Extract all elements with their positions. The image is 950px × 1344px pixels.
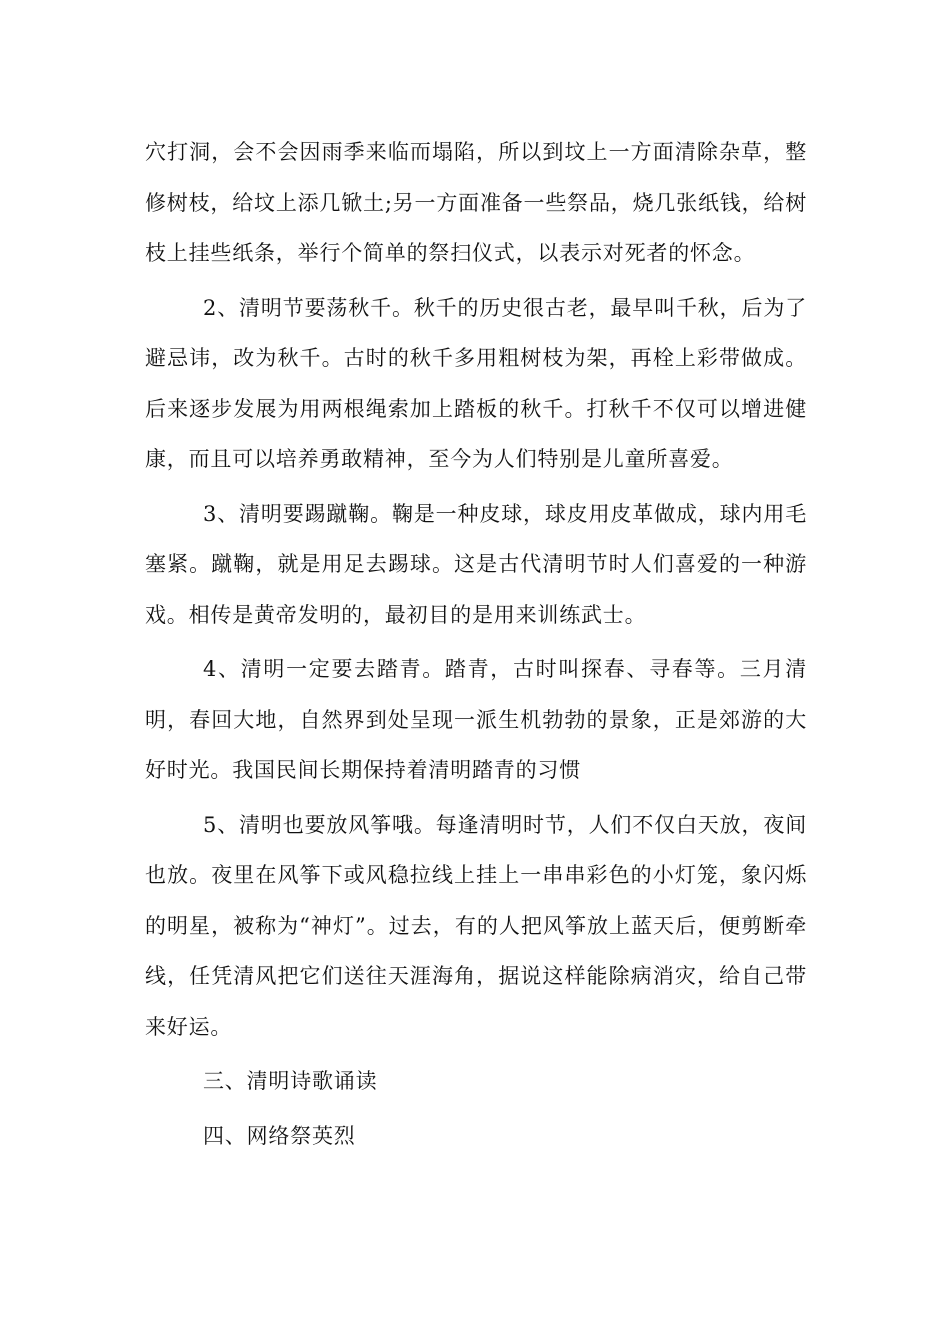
document-body [145, 127, 807, 1165]
paragraph-cuju: 3、清明要踢蹴鞠。鞠是一种皮球，球皮用皮革做成，球内用毛塞紧。蹴鞠，就是用足去踢球。这是古代清明节时人们喜爱的一种游戏。相传是黄帝发明的，最初目的是用来训练武士。 [145, 501, 807, 627]
paragraph-tomb-sweeping: 穴打洞，会不会因雨季来临而塌陷，所以到坟上一方面清除杂草，整修树枝，给坟上添几锨土;另一方面准备一些祭品，烧几张纸钱，给树枝上挂些纸条，举行个简单的祭扫仪式，以表示对死者的怀念。 [145, 140, 807, 265]
paragraph-kite: 5、清明也要放风筝哦。每逢清明时节，人们不仅白天放，夜间也放。夜里在风筝下或风稳拉线上挂上一串串彩色的小灯笼，象闪烁的明星，被称为“神灯”。过去，有的人把风筝放上蓝天后，便剪断牵线，任凭清风把它们送往天涯海角，据说这样能除病消灾，给自己带来好运。 [145, 812, 807, 1039]
paragraph-spring-outing: 4、清明一定要去踏青。踏青，古时叫探春、寻春等。三月清明，春回大地，自然界到处呈现一派生机勃勃的景象，正是郊游的大好时光。我国民间长期保持着清明踏青的习惯 [145, 657, 807, 782]
paragraph-swing: 2、清明节要荡秋千。秋千的历史很古老，最早叫千秋，后为了避忌讳，改为秋千。古时的秋千多用粗树枝为架，再栓上彩带做成。后来逐步发展为用两根绳索加上踏板的秋千。打秋千不仅可以增进健康，而且可以培养勇敢精神，至今为人们特别是儿童所喜爱。 [145, 295, 807, 471]
section-heading-online-tribute: 四、网络祭英烈 [203, 1123, 356, 1148]
section-heading-poetry: 三、清明诗歌诵读 [203, 1069, 378, 1093]
